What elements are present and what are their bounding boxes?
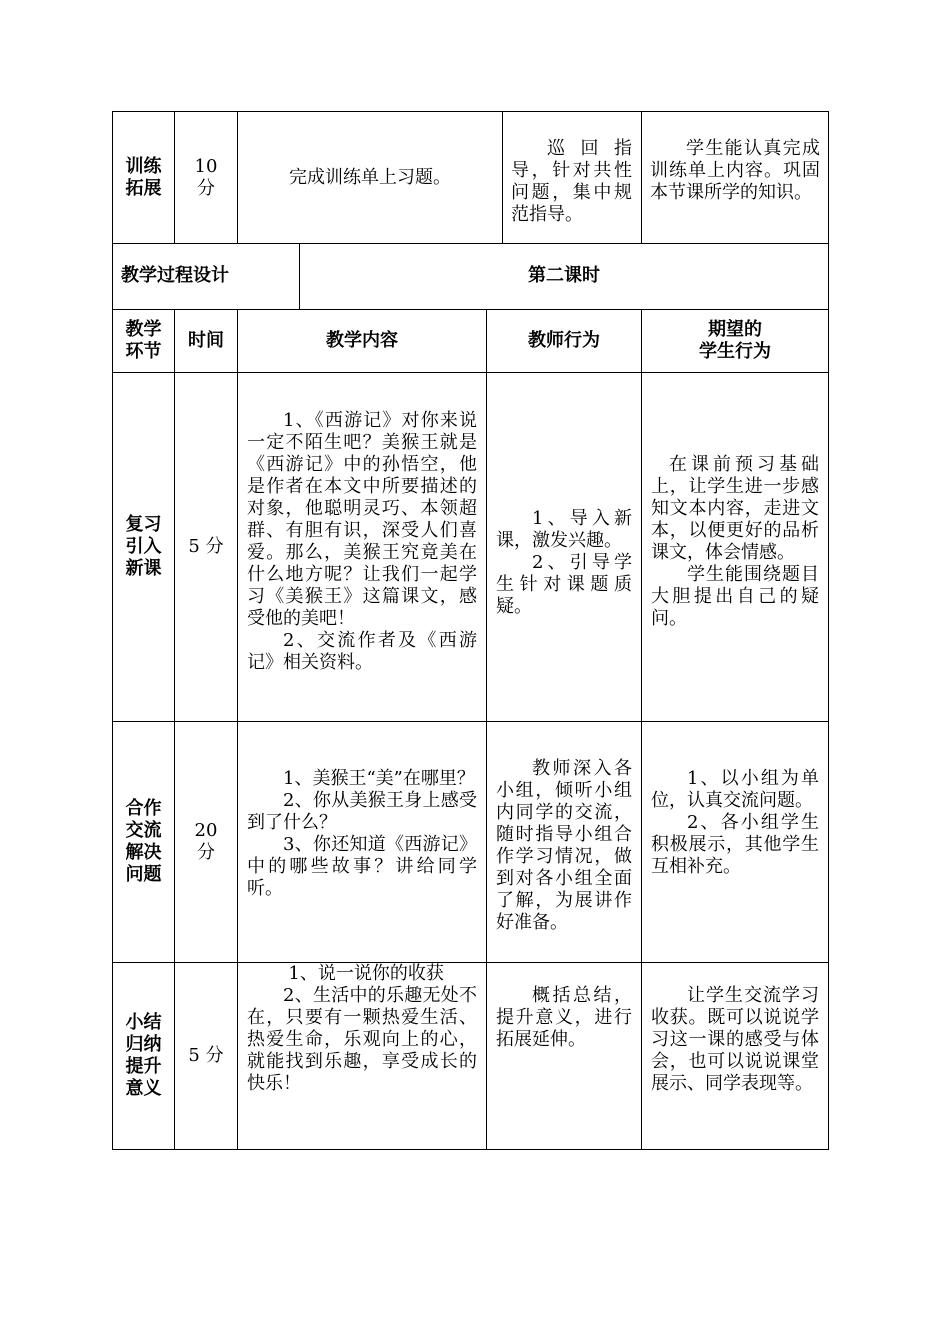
top-section-cell <box>113 112 174 243</box>
top-time-value: 10 分 <box>194 155 218 199</box>
row1-section <box>113 373 174 721</box>
header-time-label: 时间 <box>188 330 224 351</box>
vline <box>828 111 829 1150</box>
row3-teacher <box>496 985 632 1051</box>
top-content-cell <box>238 112 502 243</box>
header-content-label: 教学内容 <box>326 330 398 351</box>
header-section <box>113 310 174 372</box>
row1-teacher-p2: 2、引导学生针对课题质疑。 <box>496 552 632 617</box>
row1-content-p2: 2、交流作者及《西游记》相关资料。 <box>247 630 477 673</box>
row3-student <box>651 985 819 1095</box>
row1-time <box>175 373 237 721</box>
row3-student-p1: 让学生交流学习收获。既可以说说学习这一课的感受与体会，也可以说说课堂展示、同学表现等。 <box>651 985 819 1094</box>
row2-teacher-p1: 教师深入各小组，倾听小组内同学的交流，随时指导小组合作学习情况，做到对各小组全面了解，为展讲作好准备。 <box>496 758 632 933</box>
row1-student <box>651 454 819 630</box>
header-student <box>642 310 828 372</box>
vline <box>237 309 238 1150</box>
header-teacher-label: 教师行为 <box>528 330 600 351</box>
hline <box>112 1149 829 1150</box>
row3-content <box>247 963 477 1095</box>
lesson-label: 第二课时 <box>528 265 600 286</box>
vline <box>641 309 642 1150</box>
row2-student-p2: 2、各小组学生积极展示，其他学生互相补充。 <box>651 812 819 877</box>
vline <box>486 309 487 1150</box>
design-label-cell <box>121 243 291 309</box>
row2-content <box>247 768 477 900</box>
header-section-label: 教学 环节 <box>125 319 162 362</box>
vline <box>502 111 503 244</box>
row3-content-p1: 1、说一说你的收获 <box>288 963 444 984</box>
design-label: 教学过程设计 <box>121 265 229 286</box>
row1-section-label: 复习 引入 新课 <box>125 514 162 579</box>
row2-content-p3: 3、你还知道《西游记》中的哪些故事？讲给同学听。 <box>247 834 477 899</box>
header-teacher <box>487 310 641 372</box>
row3-time <box>175 963 237 1149</box>
row3-section-label: 小结 归纳 提升 意义 <box>125 1012 162 1099</box>
top-content-text: 完成训练单上习题。 <box>289 166 451 188</box>
row2-content-p2: 2、你从美猴王身上感受到了什么？ <box>247 790 477 833</box>
row3-content-p2: 2、生活中的乐趣无处不在，只要有一颗热爱生活、热爱生命，乐观向上的心，就能找到乐趣，享受成长的快乐！ <box>247 985 477 1094</box>
row2-content-p1: 1、美猴王“美”在哪里？ <box>283 768 475 789</box>
row1-time-value: 5 分 <box>188 536 224 557</box>
top-student-cell <box>650 138 820 204</box>
row1-teacher <box>496 508 632 618</box>
header-content <box>238 310 486 372</box>
row2-time <box>175 722 237 962</box>
row3-teacher-p1: 概括总结，提升意义，进行拓展延伸。 <box>496 985 632 1050</box>
top-student-text: 学生能认真完成训练单上内容。巩固本节课所学的知识。 <box>650 138 820 203</box>
lesson-cell <box>300 243 828 309</box>
top-teacher-text: 巡回指导，针对共性问题，集中规范指导。 <box>511 138 632 225</box>
row3-section <box>113 963 174 1149</box>
row2-student-p1: 1、以小组为单位，认真交流问题。 <box>651 768 819 811</box>
row2-teacher <box>496 758 632 934</box>
vline <box>641 111 642 244</box>
row1-student-p2: 学生能围绕题目大胆提出自己的疑问。 <box>651 564 819 629</box>
row1-content-p1: 1、《西游记》对你来说一定不陌生吧？美猴王就是《西游记》中的孙悟空，他是作者在本文中所要描述的对象，他聪明灵巧、本领超群、有胆有识，深受人们喜爱。那么，美猴王究竟美在什么地方呢？让我们一起学习《美猴王》这篇课文，感受他的美吧！ <box>247 410 477 629</box>
row1-student-p1: 在课前预习基础上，让学生进一步感知文本内容，走进文本，以便更好的品析课文，体会情感。 <box>651 454 819 563</box>
header-time <box>175 310 237 372</box>
row1-teacher-p1: 1、导入新课，激发兴趣。 <box>496 508 632 551</box>
top-time-cell <box>175 112 237 243</box>
top-section-label: 训练 拓展 <box>125 155 162 199</box>
row2-section <box>113 722 174 962</box>
header-student-label: 期望的 学生行为 <box>699 319 771 362</box>
row2-student <box>651 768 819 878</box>
top-teacher-cell <box>511 138 632 226</box>
row3-time-value: 5 分 <box>188 1045 224 1066</box>
row2-section-label: 合作 交流 解决 问题 <box>125 798 162 885</box>
row1-content <box>247 410 477 674</box>
row2-time-value: 20 分 <box>194 820 218 863</box>
